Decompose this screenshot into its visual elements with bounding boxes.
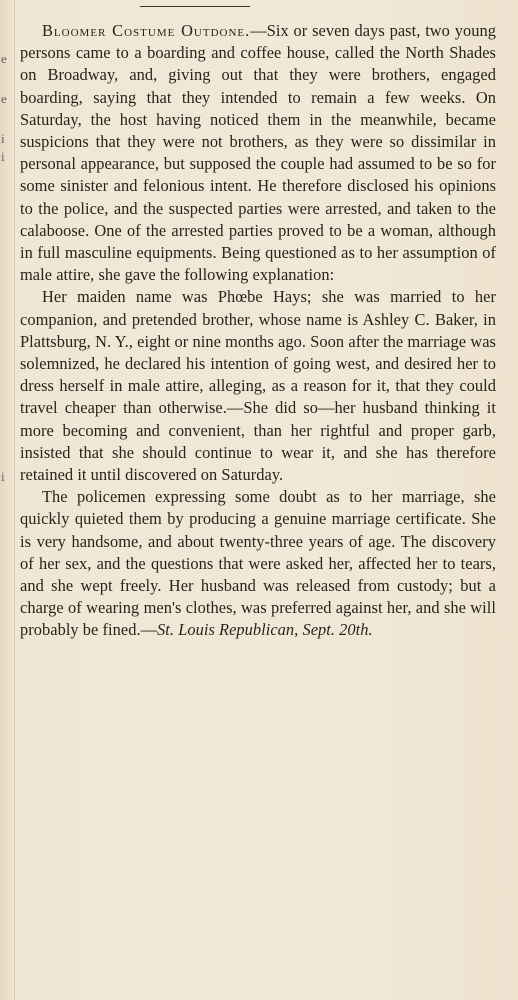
margin-mark: i	[1, 469, 5, 484]
article-headline: Bloomer Costume Outdone.	[42, 21, 251, 40]
margin-mark: e	[1, 51, 7, 66]
article-paragraph-1	[20, 20, 496, 286]
source-citation: St. Louis Republican, Sept. 20th.	[157, 620, 373, 640]
paragraph-text: The policemen expressing some doubt as to her marriage, she quickly quieted them by producing a genuine marriage certificate. She is very handsome, and about twenty-three years of age. The discovery of her sex, and the questions that were asked her, affected her to tears, and she wept freely. Her husband was released from custody; but a charge of wearing men's clothes, was preferred against her, and she will probably be fined.—	[20, 487, 496, 640]
margin-mark: e	[1, 91, 7, 106]
left-gutter	[0, 0, 15, 1000]
margin-mark: i	[1, 131, 5, 146]
column-rule	[140, 6, 250, 7]
article-paragraph-3	[20, 486, 496, 641]
margin-mark: i	[1, 149, 5, 164]
article-paragraph-2: Her maiden name was Phœbe Hays; she was married to her companion, and pretended brother, whose name is Ashley C. Baker, in Plattsburg, N. Y., eight or nine months ago. Soon after the marriage was solemnized, he declared his intention of going west, and desired her to dress herself in male attire, alleging, as a reason for it, that they could travel cheaper than otherwise.—She did so—her husband thinking it more becoming and convenient, than her rightful and proper garb, insisted that she should continue to wear it, and she has therefore retained it until discovered on Saturday.	[20, 287, 496, 485]
article-column	[20, 20, 496, 980]
paragraph-text: —Six or seven days past, two young persons came to a boarding and coffee house, called the North Shades on Broadway, and, giving out that they were brothers, engaged boarding, saying that they intended to remain a few weeks. On Saturday, the host having noticed them in the meanwhile, became suspicions that they were not brothers, as they were so dissimilar in personal appearance, but supposed the couple had assumed to be so for some sinister and felonious intent. He therefore disclosed his opinions to the police, and the suspected parties were arrested, and taken to the calaboose. One of the arrested parties proved to be a woman, although in full masculine equipments. Being questioned as to her assumption of male attire, she gave the following explanation:	[20, 21, 496, 285]
